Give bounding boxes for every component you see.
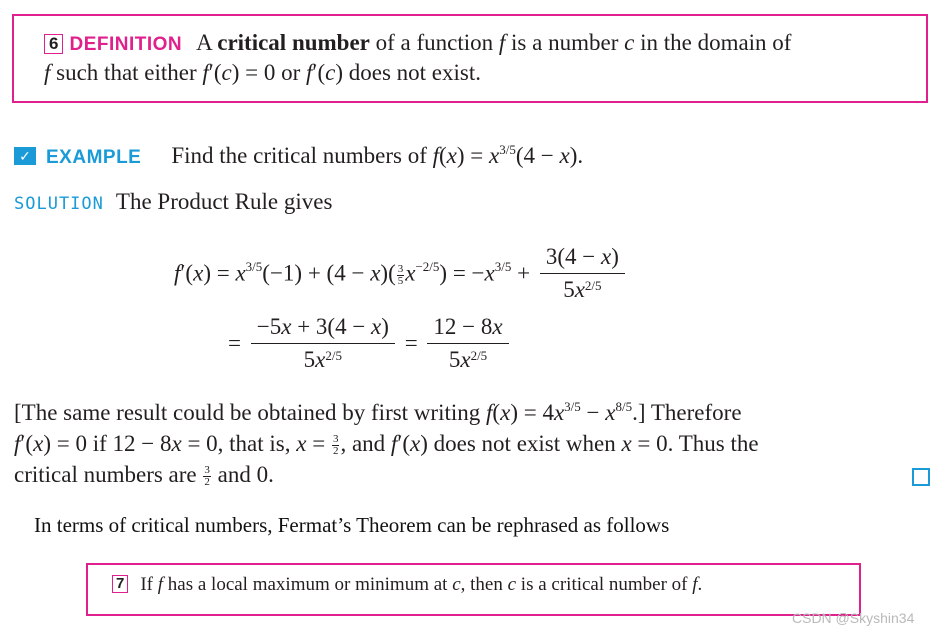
- theorem-number: 7: [112, 575, 128, 593]
- check-icon: ✓: [14, 147, 36, 165]
- theorem-text: If f has a local maximum or minimum at c, then c is a critical number of f.: [140, 574, 703, 595]
- definition-term: critical number: [217, 30, 370, 55]
- equation-line-1: $f'(x) = x^{3/5}(-1) + (4 - x)$( $\frac{3}{5}$ $x^{-2/5}) = -x^{3/5}$ + $\frac{3(4 - x)}{5x^{2/5}}$: [174, 244, 629, 306]
- theorem-line: [112, 574, 702, 596]
- definition-line1-rest: of a function f is a number c in the domain of: [375, 30, 792, 55]
- equation-line-2: = $\frac{-5x + 3(4 - x)}{5x^{2/5}}$ = $\frac{12 - 8x}{5x^{2/5}}$: [228, 314, 513, 376]
- watermark: CSDN @Skyshin34: [792, 610, 915, 626]
- discussion-line-3: critical numbers are $\frac{3}{2}$ and 0.: [14, 462, 274, 489]
- definition-label: DEFINITION: [69, 34, 183, 55]
- solution-label: SOLUTION: [14, 194, 104, 214]
- solution-text: The Product Rule gives: [115, 189, 333, 214]
- fermat-text: In terms of critical numbers, Fermat’s Theorem can be rephrased as follows: [34, 513, 670, 537]
- discussion-line-2: f′(x) = 0 if 12 − 8x = 0, that is, x = $\frac{3}{2}$ , and f′(x) does not exist when x = 0. Thus the: [14, 431, 759, 458]
- definition-number: 6: [44, 34, 63, 54]
- example-text: Find the critical numbers of $f(x) = x^{3/5}(4 - x)$.: [171, 142, 584, 168]
- definition-line-2: f such that either f′(c) = 0 or f′(c) does not exist.: [44, 60, 481, 85]
- solution-line: [14, 189, 332, 215]
- definition-line-1: [44, 30, 791, 56]
- example-label: EXAMPLE: [46, 147, 142, 168]
- definition-box: [12, 14, 928, 103]
- example-line: [14, 143, 583, 169]
- definition-article: A: [196, 30, 212, 55]
- discussion-line-1: [The same result could be obtained by first writing $f(x) = 4x^{3/5} - x^{8/5}$.] Therefore: [14, 399, 742, 425]
- end-of-proof-icon: [912, 468, 930, 486]
